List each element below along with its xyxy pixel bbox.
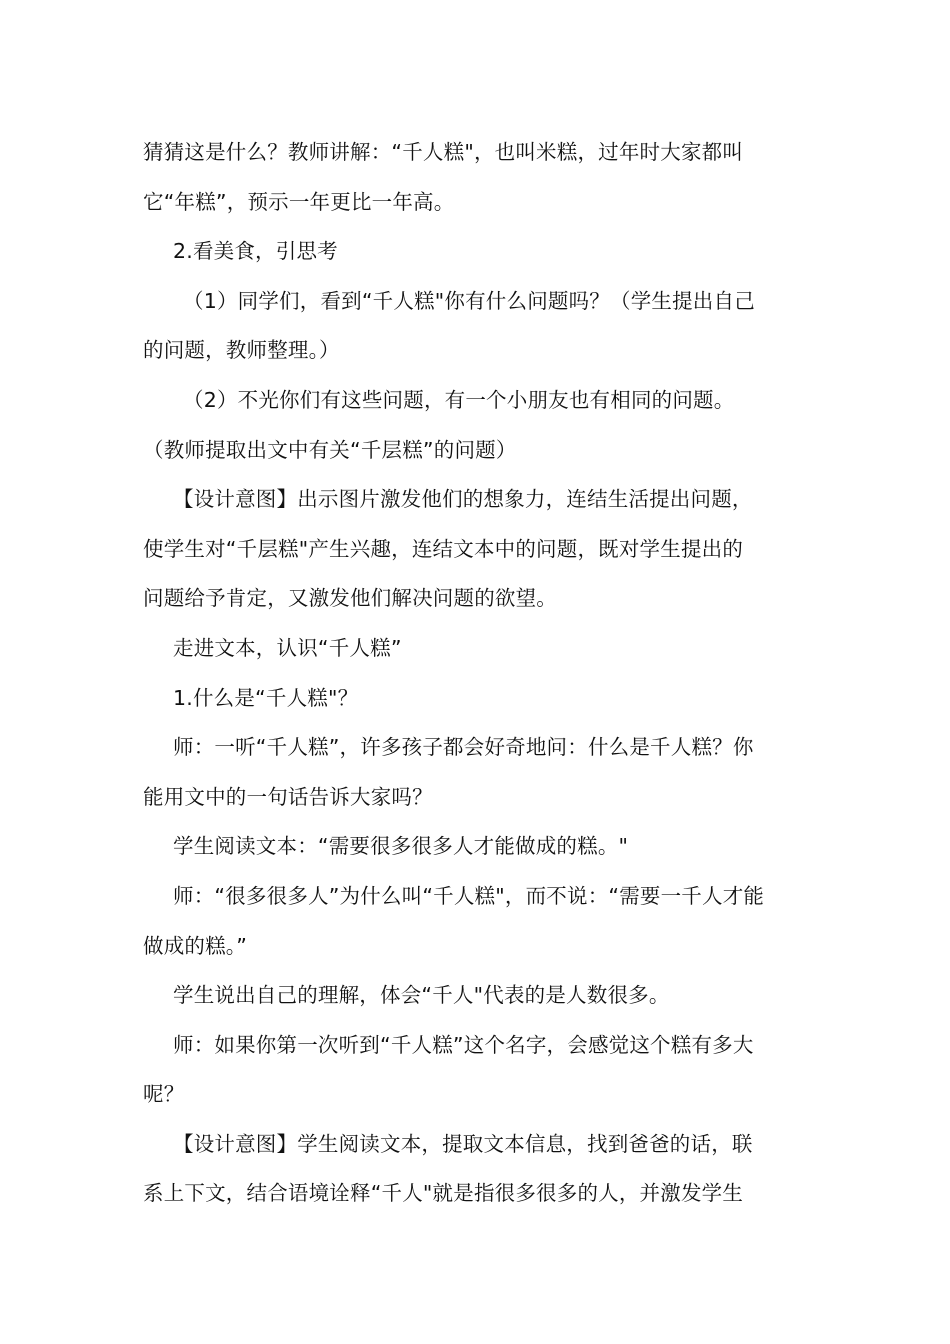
- text-line: 能用文中的一句话告诉大家吗？: [143, 784, 433, 809]
- design-intent-paragraph: 【设计意图】出示图片激发他们的想象力，连结生活提出问题，: [173, 487, 753, 512]
- text-line: 的问题，教师整理。）: [143, 338, 340, 363]
- text-line: 系上下文，结合语境诠释“千人"就是指很多很多的人，并激发学生: [143, 1181, 744, 1206]
- subsection-heading: 1.什么是“千人糕"？: [173, 685, 359, 710]
- text-line: 学生说出自己的理解，体会“千人"代表的是人数很多。: [173, 983, 670, 1008]
- text-line: 师：如果你第一次听到“千人糕”这个名字，会感觉这个糕有多大: [173, 1032, 754, 1057]
- text-line: 它“年糕”，预示一年更比一年高。: [143, 189, 455, 214]
- document-body: [143, 128, 808, 1219]
- text-line: 使学生对“千层糕"产生兴趣，连结文本中的问题，既对学生提出的: [143, 536, 744, 561]
- text-line: 问题给予肯定，又激发他们解决问题的欲望。: [143, 586, 557, 611]
- text-line: 学生阅读文本：“需要很多很多人才能做成的糕。": [173, 834, 629, 859]
- text-line: （2）不光你们有这些问题，有一个小朋友也有相同的问题。: [183, 387, 735, 412]
- text-line: （1）同学们，看到“千人糕"你有什么问题吗？（学生提出自己: [183, 288, 755, 313]
- text-line: 师：一听“千人糕”，许多孩子都会好奇地问：什么是千人糕？你: [173, 735, 754, 760]
- text-line: 呢？: [143, 1082, 185, 1107]
- design-intent-paragraph: 【设计意图】学生阅读文本，提取文本信息，找到爸爸的话，联: [173, 1131, 753, 1156]
- text-line: （教师提取出文中有关“千层糕”的问题）: [143, 437, 517, 462]
- text-line: 做成的糕。”: [143, 933, 248, 958]
- text-line: 师：“很多很多人”为什么叫“千人糕"，而不说：“需要一千人才能: [173, 883, 765, 908]
- section-heading: 2.看美食，引思考: [173, 239, 338, 264]
- section-heading: 走进文本，认识“千人糕”: [173, 635, 402, 660]
- text-line: 猜猜这是什么？教师讲解：“千人糕"，也叫米糕，过年时大家都叫: [143, 140, 744, 164]
